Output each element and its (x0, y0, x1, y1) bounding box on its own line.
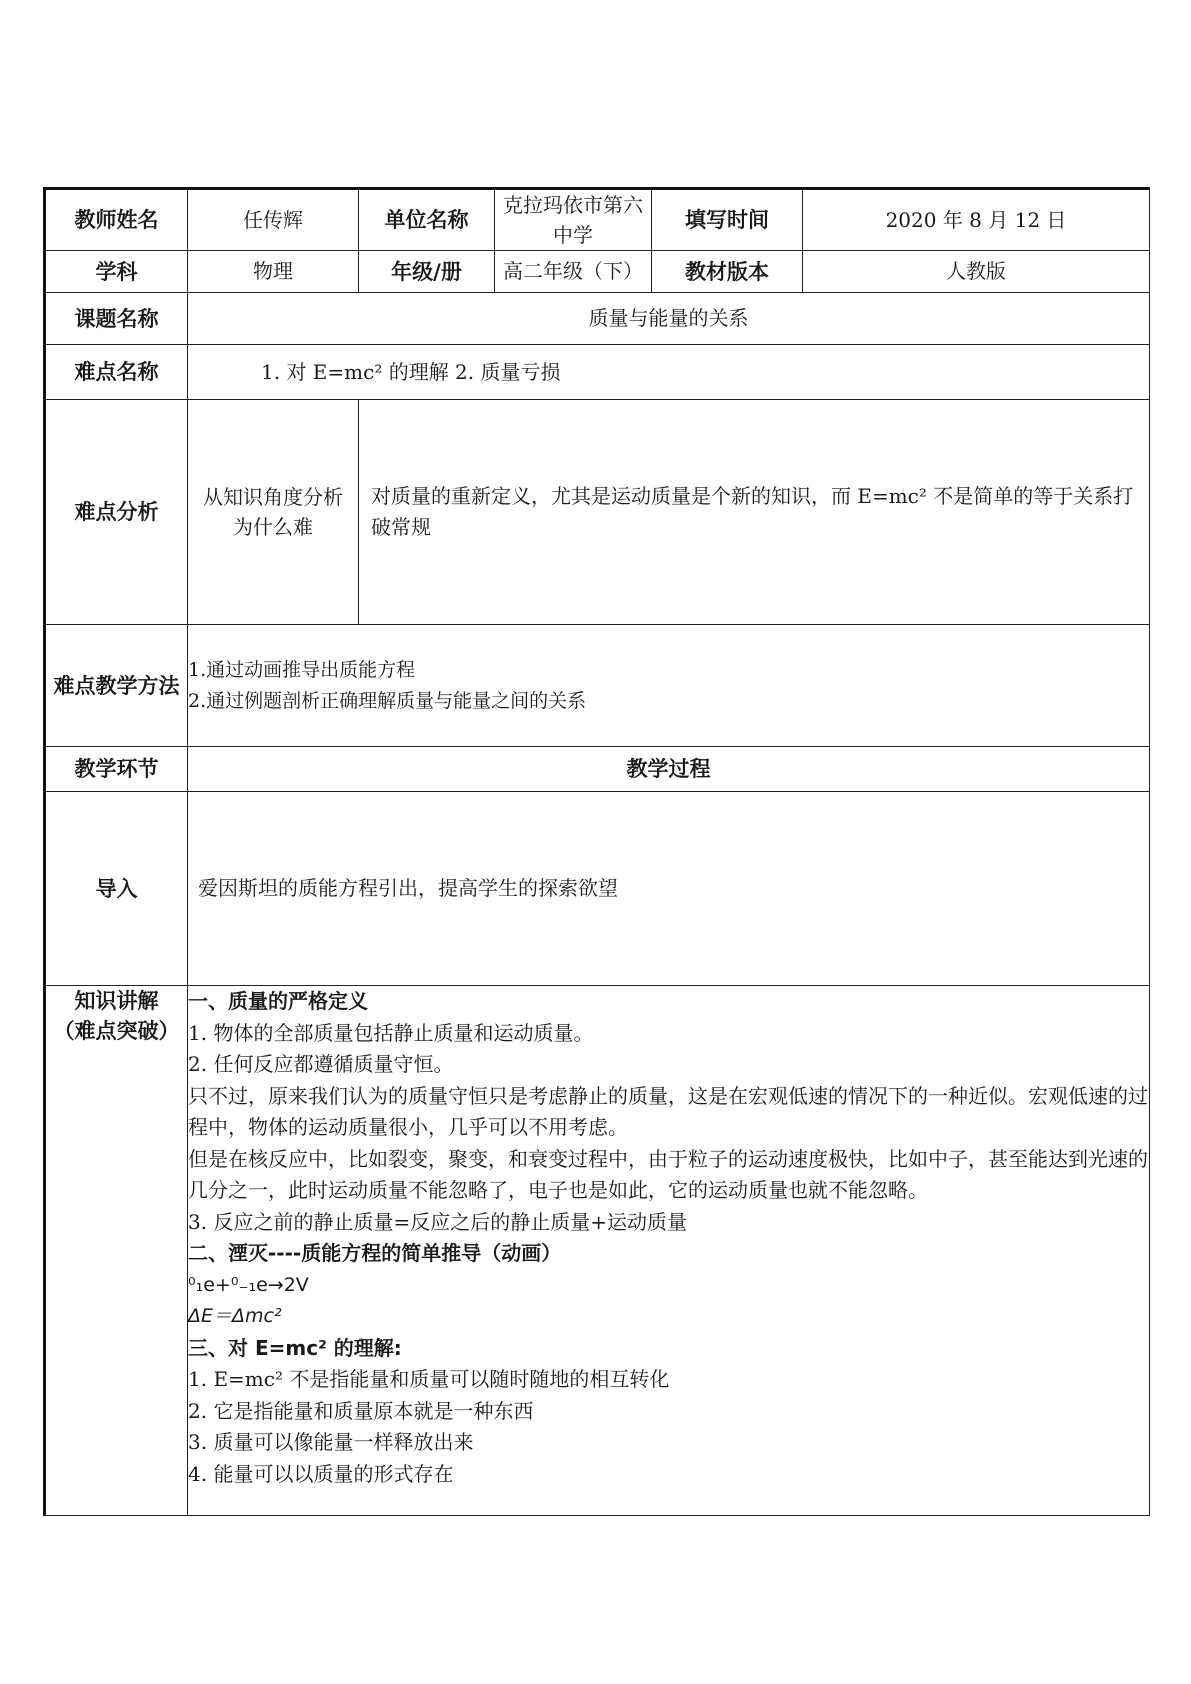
subject-label: 学科 (45, 251, 188, 293)
fill-date-value: 2020 年 8 月 12 日 (803, 189, 1150, 251)
paragraph: 只不过，原来我们认为的质量守恒只是考虑静止的质量，这是在宏观低速的情况下的一种近似。宏观低速的过程中，物体的运动质量很小，几乎可以不用考虑。 (188, 1083, 1148, 1139)
method-item: 2.通过例题剖析正确理解质量与能量之间的关系 (188, 689, 587, 712)
row-topic (45, 293, 1150, 345)
knowledge-label (45, 986, 188, 1516)
section-heading-1: 一、质量的严格定义 (188, 989, 368, 1013)
row-intro (45, 792, 1150, 986)
intro-label: 导入 (45, 792, 188, 986)
process-content-header: 教学过程 (188, 747, 1150, 792)
topic-label: 课题名称 (45, 293, 188, 345)
teacher-name-label: 教师姓名 (45, 189, 188, 251)
section-heading-2: 二、湮灭----质能方程的简单推导（动画） (188, 1241, 562, 1265)
method-label: 难点教学方法 (45, 625, 188, 747)
method-item: 1.通过动画推导出质能方程 (188, 658, 416, 681)
row-difficulty (45, 345, 1150, 400)
analysis-label: 难点分析 (45, 400, 188, 625)
fill-date-label: 填写时间 (652, 189, 803, 251)
list-item: 1. E=mc² 不是指能量和质量可以随时随地的相互转化 (188, 1367, 670, 1391)
teacher-name-value: 任传辉 (188, 189, 359, 251)
method-list (188, 625, 1150, 747)
edition-label: 教材版本 (652, 251, 803, 293)
analysis-text: 对质量的重新定义，尤其是运动质量是个新的知识，而 E=mc² 不是简单的等于关系打破常规 (359, 400, 1150, 625)
section-heading-3: 三、对 E=mc² 的理解: (188, 1335, 402, 1360)
row-teacher-info (45, 189, 1150, 251)
row-subject-info (45, 251, 1150, 293)
row-knowledge (45, 986, 1150, 1516)
grade-label: 年级/册 (359, 251, 495, 293)
difficulty-label: 难点名称 (45, 345, 188, 400)
knowledge-content (188, 986, 1150, 1516)
paragraph: 1. 物体的全部质量包括静止质量和运动质量。 (188, 1020, 594, 1045)
unit-name-line1: 克拉玛依市第六 (503, 193, 643, 217)
lesson-plan-table (43, 187, 1150, 1516)
list-item: 2. 它是指能量和质量原本就是一种东西 (188, 1398, 534, 1423)
analysis-sublabel (188, 400, 359, 625)
subject-value: 物理 (188, 251, 359, 293)
edition-value: 人教版 (803, 251, 1150, 293)
analysis-sublabel-line1: 从知识角度分析 (203, 485, 343, 509)
row-analysis (45, 400, 1150, 625)
difficulty-value: 1. 对 E=mc² 的理解 2. 质量亏损 (188, 345, 1150, 400)
process-stage-header: 教学环节 (45, 747, 188, 792)
knowledge-label-line1: 知识讲解 (74, 989, 159, 1013)
topic-value: 质量与能量的关系 (188, 293, 1150, 345)
equation-mass-energy: ΔE＝Δmc² (188, 1305, 282, 1327)
grade-value: 高二年级（下） (495, 251, 652, 293)
list-item: 3. 质量可以像能量一样释放出来 (188, 1430, 474, 1454)
row-teaching-method (45, 625, 1150, 747)
analysis-sublabel-line2: 为什么难 (233, 515, 313, 539)
intro-text: 爱因斯坦的质能方程引出，提高学生的探索欲望 (188, 792, 1150, 986)
equation-annihilation: ⁰₁e+⁰₋₁e→2V (188, 1273, 309, 1296)
knowledge-label-line2: （难点突破） (53, 1019, 180, 1043)
paragraph: 3. 反应之前的静止质量=反应之后的静止质量+运动质量 (188, 1209, 687, 1234)
paragraph: 但是在核反应中，比如裂变，聚变，和衰变过程中，由于粒子的运动速度极快，比如中子，甚至能达到光速的几分之一，此时运动质量不能忽略了，电子也是如此，它的运动质量也就不能忽略。 (188, 1146, 1148, 1202)
unit-name-value (495, 189, 652, 251)
row-process-header (45, 747, 1150, 792)
unit-name-line2: 中学 (553, 223, 593, 247)
list-item: 4. 能量可以以质量的形式存在 (188, 1461, 454, 1486)
unit-name-label: 单位名称 (359, 189, 495, 251)
paragraph: 2. 任何反应都遵循质量守恒。 (188, 1052, 454, 1076)
